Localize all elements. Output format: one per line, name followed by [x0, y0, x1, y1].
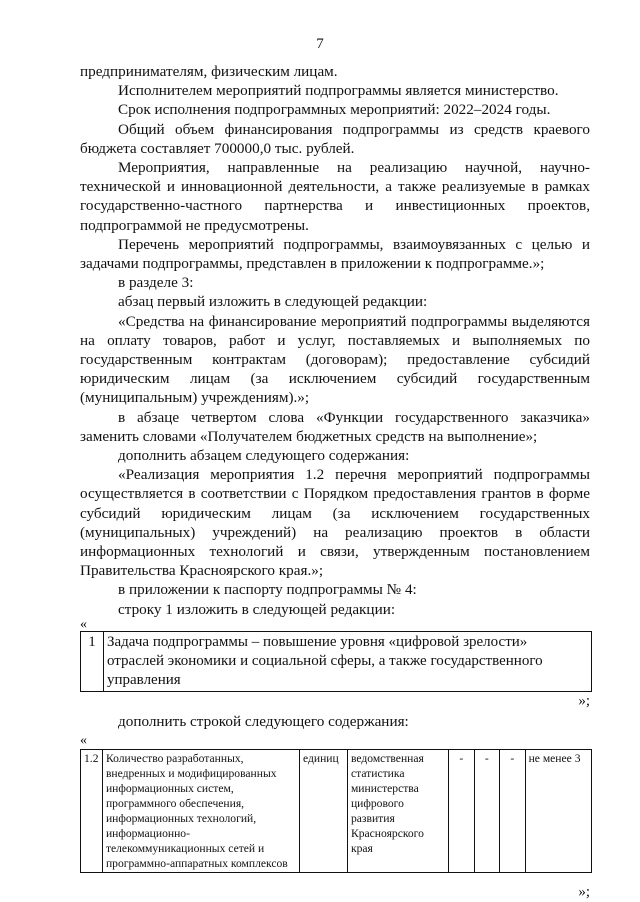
- paragraph: в разделе 3:: [118, 274, 194, 292]
- paragraph: дополнить строкой следующего содержания:: [118, 712, 409, 730]
- cell-value-2: -: [474, 750, 500, 873]
- paragraph: Исполнителем мероприятий подпрограммы является министерство.: [118, 82, 559, 100]
- paragraph: в приложении к паспорту подпрограммы № 4:: [118, 581, 417, 599]
- table-cell-number: 1: [81, 631, 104, 691]
- open-quote: «: [80, 616, 87, 632]
- cell-unit: единиц: [299, 750, 347, 873]
- paragraph: Мероприятия, направленные на реализацию научной, научно-технической и инновационной деятельности, а также реализуемые в рамках государственно-частного партнерства и инвестиционных проектов, подпрограммой не предусмотрены.: [80, 159, 590, 234]
- table-row: [81, 631, 592, 691]
- paragraph: дополнить абзацем следующего содержания:: [118, 447, 410, 465]
- table-row: [81, 750, 592, 873]
- paragraph: Срок исполнения подпрограммных мероприятий: 2022–2024 годы.: [118, 101, 551, 119]
- cell-value-1: -: [449, 750, 475, 873]
- page-number: 7: [316, 36, 324, 52]
- paragraph: строку 1 изложить в следующей редакции:: [118, 600, 396, 618]
- document-body: [80, 62, 590, 901]
- close-quote: »;: [578, 692, 590, 709]
- close-quote: »;: [578, 884, 590, 901]
- paragraph: абзац первый изложить в следующей редакции:: [118, 293, 428, 311]
- paragraph: в абзаце четвертом слова «Функции государственного заказчика» заменить словами «Получателем бюджетных средств на выполнение»;: [80, 408, 590, 445]
- cell-target: не менее 3: [525, 750, 591, 873]
- cell-value-3: -: [500, 750, 526, 873]
- cell-source: ведомственная статистика министерства цифрового развития Красноярского края: [347, 750, 448, 873]
- indicator-table: [80, 749, 592, 873]
- paragraph: «Реализация мероприятия 1.2 перечня мероприятий подпрограммы осуществляется в соответствии с Порядком предоставления грантов в форме субсидий юридическим лицам (за исключением государственных (муниципальных) учреждений) на реализацию проектов в области информационных технологий и связи, утвержденным постановлением Правительства Красноярского края.»;: [80, 466, 590, 580]
- paragraph: «Средства на финансирование мероприятий подпрограммы выделяются на оплату товаров, работ и услуг, поставляемых и выполняемых по государственным контрактам (договорам); предоставление субсидий юридическим лицам (за исключением субсидий государственным (муниципальным) учреждениям).»;: [80, 312, 590, 407]
- paragraph: Перечень мероприятий подпрограммы, взаимоувязанных с целью и задачами подпрограммы, представлен в приложении к подпрограмме.»;: [80, 235, 590, 273]
- cell-indicator: Количество разработанных, внедренных и модифицированных информационных систем, программного обеспечения, информационных технологий, информационно-телекоммуникационных сетей и программно-аппаратных комплексов: [102, 750, 299, 873]
- paragraph: Общий объем финансирования подпрограммы из средств краевого бюджета составляет 700000,0 тыс. рублей.: [80, 120, 590, 157]
- table-cell-task: Задача подпрограммы – повышение уровня «цифровой зрелости» отраслей экономики и социальной сферы, а также государственного управления: [104, 631, 592, 691]
- open-quote: «: [80, 733, 87, 749]
- cell-number: 1.2: [81, 750, 103, 873]
- task-table: [80, 631, 592, 692]
- paragraph: предпринимателям, физическим лицам.: [80, 63, 338, 80]
